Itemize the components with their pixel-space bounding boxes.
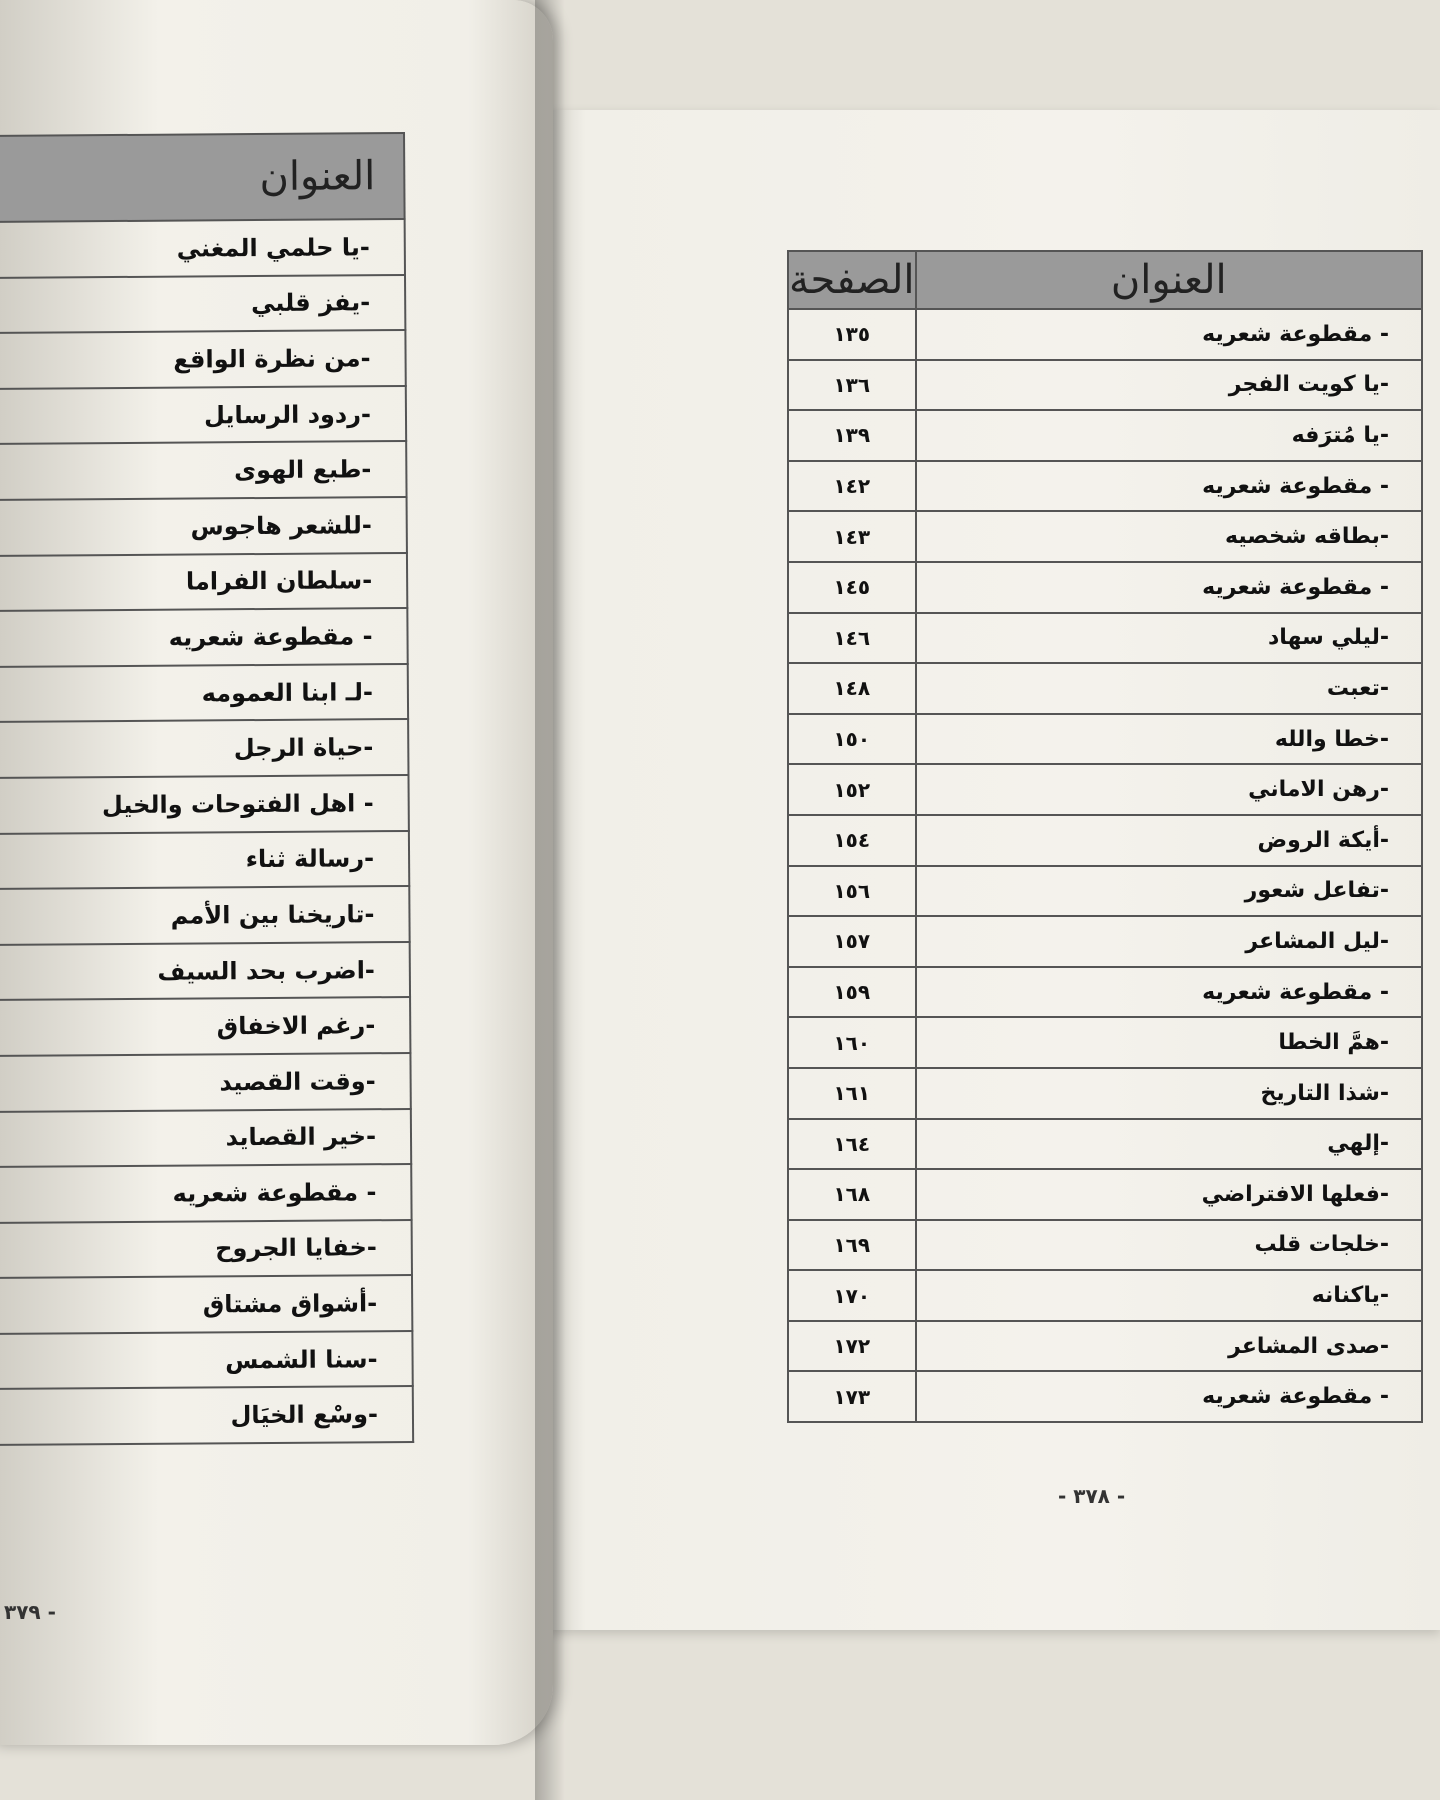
- toc-row: [788, 309, 1422, 360]
- toc-row: [788, 410, 1422, 461]
- toc-entry-title: -تفاعل شعور: [916, 866, 1423, 917]
- toc-entry-title: -أشواق مشتاق: [0, 1275, 412, 1335]
- toc-row: [0, 1275, 412, 1335]
- toc-entry-title: -خفايا الجروح: [0, 1220, 412, 1280]
- toc-entry-page: ١٧٢: [788, 1321, 916, 1372]
- toc-row: [0, 275, 405, 335]
- toc-entry-title: - مقطوعة شعريه: [916, 309, 1423, 360]
- toc-entry-title: - اهل الفتوحات والخيل: [0, 775, 409, 835]
- toc-entry-title: -وقت القصيد: [0, 1053, 411, 1113]
- toc-row: [788, 1068, 1422, 1119]
- toc-entry-page: ١٥٠: [788, 714, 916, 765]
- toc-entry-title: -خلجات قلب: [916, 1220, 1423, 1271]
- toc-entry-title: -شذا التاريخ: [916, 1068, 1423, 1119]
- toc-entry-page: ١٦٤: [788, 1119, 916, 1170]
- toc-entry-title: -وسْع الخيَال: [0, 1386, 413, 1446]
- toc-row: [788, 1371, 1422, 1422]
- toc-row: [0, 1386, 413, 1446]
- toc-row: [788, 663, 1422, 714]
- toc-entry-title: - مقطوعة شعريه: [0, 608, 408, 668]
- toc-entry-title: -ليل المشاعر: [916, 916, 1423, 967]
- toc-entry-title: -لـ ابنا العمومه: [0, 664, 408, 724]
- right-page-number: - ٣٧٨ -: [1058, 1484, 1126, 1508]
- toc-entry-page: ١٦٩: [788, 1220, 916, 1271]
- toc-entry-page: ١٥٦: [788, 866, 916, 917]
- toc-entry-page: ١٤٨: [788, 663, 916, 714]
- toc-entry-title: -إلهي: [916, 1119, 1423, 1170]
- toc-entry-page: ١٣٩: [788, 410, 916, 461]
- toc-entry-page: ١٥٤: [788, 815, 916, 866]
- toc-entry-title: -سنا الشمس: [0, 1331, 413, 1391]
- toc-entry-title: -يا كويت الفجر: [916, 360, 1423, 411]
- toc-row: [0, 1108, 411, 1168]
- toc-row: [0, 1220, 412, 1280]
- toc-entry-title: -من نظرة الواقع: [0, 330, 406, 390]
- toc-entry-title: -أيكة الروض: [916, 815, 1423, 866]
- toc-entry-title: -سلطان الفراما: [0, 553, 407, 613]
- toc-row: [788, 1220, 1422, 1271]
- right-toc-header-row: [788, 251, 1422, 309]
- toc-entry-title: -تعبت: [916, 663, 1423, 714]
- toc-row: [0, 219, 405, 279]
- toc-row: [0, 1053, 411, 1113]
- toc-row: [788, 764, 1422, 815]
- toc-entry-page: ١٦٨: [788, 1169, 916, 1220]
- toc-row: [0, 553, 407, 613]
- toc-entry-title: -يا مُترَفه: [916, 410, 1423, 461]
- toc-row: [788, 1119, 1422, 1170]
- toc-entry-title: -ردود الرسايل: [0, 386, 406, 446]
- toc-row: [788, 360, 1422, 411]
- toc-entry-page: ١٦١: [788, 1068, 916, 1119]
- toc-row: [788, 967, 1422, 1018]
- toc-entry-title: -تاريخنا بين الأمم: [0, 886, 410, 946]
- toc-entry-page: ١٣٥: [788, 309, 916, 360]
- toc-row: [788, 815, 1422, 866]
- toc-entry-page: ١٤٦: [788, 613, 916, 664]
- toc-row: [0, 1331, 413, 1391]
- toc-entry-page: ١٧٣: [788, 1371, 916, 1422]
- right-toc-page-header: الصفحة: [788, 251, 916, 309]
- toc-row: [0, 386, 406, 446]
- toc-entry-title: -همَّ الخطا: [916, 1017, 1423, 1068]
- right-toc-table: [787, 250, 1423, 1423]
- left-page-number: - ٣٧٩: [4, 1600, 56, 1624]
- left-toc-body: [0, 219, 413, 1446]
- toc-entry-title: -رغم الاخفاق: [0, 997, 410, 1057]
- toc-entry-title: -صدى المشاعر: [916, 1321, 1423, 1372]
- toc-entry-title: -فعلها الافتراضي: [916, 1169, 1423, 1220]
- toc-row: [0, 831, 409, 891]
- toc-row: [0, 886, 410, 946]
- toc-row: [0, 330, 406, 390]
- toc-row: [0, 497, 407, 557]
- toc-row: [788, 613, 1422, 664]
- toc-entry-title: -حياة الرجل: [0, 719, 408, 779]
- left-toc-header-row: [0, 133, 405, 223]
- book-gutter: [535, 0, 565, 1800]
- toc-entry-page: ١٥٢: [788, 764, 916, 815]
- toc-entry-title: -يفز قلبي: [0, 275, 405, 335]
- toc-entry-title: - مقطوعة شعريه: [916, 1371, 1423, 1422]
- toc-entry-page: ١٤٣: [788, 511, 916, 562]
- toc-row: [788, 1017, 1422, 1068]
- toc-row: [0, 775, 409, 835]
- toc-row: [0, 441, 407, 501]
- toc-entry-title: - مقطوعة شعريه: [916, 967, 1423, 1018]
- toc-entry-title: -ليلي سهاد: [916, 613, 1423, 664]
- toc-entry-title: -للشعر هاجوس: [0, 497, 407, 557]
- toc-entry-title: -رسالة ثناء: [0, 831, 409, 891]
- toc-row: [0, 664, 408, 724]
- toc-row: [0, 997, 410, 1057]
- toc-entry-title: -خطا والله: [916, 714, 1423, 765]
- toc-entry-title: - مقطوعة شعريه: [0, 1164, 412, 1224]
- toc-row: [788, 916, 1422, 967]
- toc-row: [788, 714, 1422, 765]
- toc-row: [788, 866, 1422, 917]
- toc-entry-title: -بطاقه شخصيه: [916, 511, 1423, 562]
- toc-row: [788, 1169, 1422, 1220]
- toc-entry-title: -خير القصايد: [0, 1108, 411, 1168]
- toc-entry-title: - مقطوعة شعريه: [916, 562, 1423, 613]
- toc-row: [788, 1270, 1422, 1321]
- right-toc-title-header: العنوان: [916, 251, 1423, 309]
- toc-row: [788, 511, 1422, 562]
- left-toc-title-header: العنوان: [0, 133, 405, 223]
- toc-row: [0, 942, 410, 1002]
- toc-entry-title: -اضرب بحد السيف: [0, 942, 410, 1002]
- left-toc-table: [0, 132, 414, 1447]
- right-toc-body: [788, 309, 1422, 1422]
- toc-row: [0, 608, 408, 668]
- toc-entry-title: - مقطوعة شعريه: [916, 461, 1423, 512]
- toc-entry-title: -يا حلمي المغني: [0, 219, 405, 279]
- toc-entry-title: -طبع الهوى: [0, 441, 407, 501]
- toc-row: [788, 1321, 1422, 1372]
- toc-entry-page: ١٥٧: [788, 916, 916, 967]
- toc-entry-page: ١٧٠: [788, 1270, 916, 1321]
- toc-entry-title: -ياكنانه: [916, 1270, 1423, 1321]
- toc-entry-title: -رهن الاماني: [916, 764, 1423, 815]
- toc-entry-page: ١٣٦: [788, 360, 916, 411]
- toc-row: [0, 1164, 412, 1224]
- toc-entry-page: ١٦٠: [788, 1017, 916, 1068]
- toc-entry-page: ١٤٢: [788, 461, 916, 512]
- toc-row: [0, 719, 408, 779]
- toc-entry-page: ١٤٥: [788, 562, 916, 613]
- toc-entry-page: ١٥٩: [788, 967, 916, 1018]
- toc-row: [788, 562, 1422, 613]
- toc-row: [788, 461, 1422, 512]
